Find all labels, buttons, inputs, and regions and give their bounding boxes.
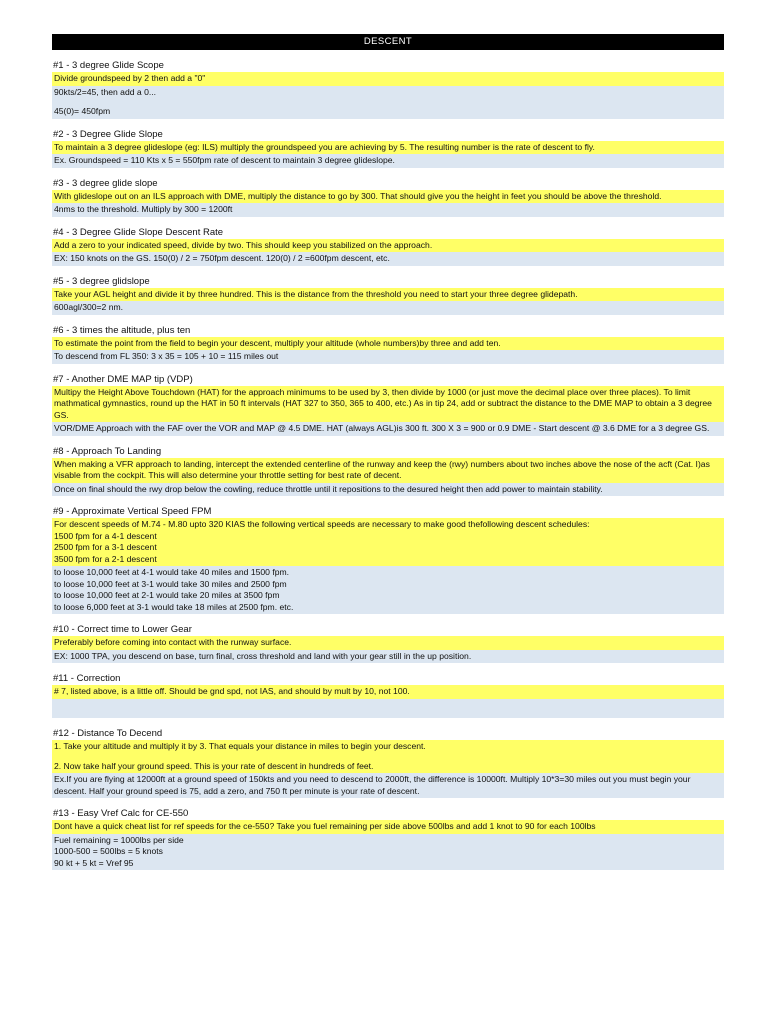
- tip-title: #11 - Correction: [53, 673, 121, 684]
- tip-title: #6 - 3 times the altitude, plus ten: [53, 324, 191, 336]
- tip-example: VOR/DME Approach with the FAF over the VOR and MAP @ 4.5 DME. HAT (always AGL)is 300 ft. 300 X 3 = 900 or 0.9 DME - Start descent @ 3.6 DME for a 3 degree GS.: [52, 422, 724, 436]
- tip-rule: With glideslope out on an ILS approach with DME, multiply the distance to go by 300. That should give you the height in feet you should be above the threshold.: [52, 190, 724, 204]
- tip-item: [52, 727, 724, 798]
- tip-title: #9 - Approximate Vertical Speed FPM: [53, 506, 212, 517]
- tip-item: [52, 623, 724, 663]
- tip-rule: Multipy the Height Above Touchdown (HAT) for the approach minimums to be used by 3, then divide by 1000 (or just move the decimal place over three places). To limit mathmatical gymnastics, round up the HAT in 50 ft intervals (HAT 327 to 350, 365 to 400, etc.) As in tip 24, add or subtract the distance to the DME MAP to obtain a 3 degree GS.: [52, 386, 724, 423]
- tip-item: [52, 445, 724, 497]
- tip-example: EX: 150 knots on the GS. 150(0) / 2 = 750fpm descent. 120(0) / 2 =600fpm descent, etc.: [52, 252, 724, 266]
- tip-title: #8 - Approach To Landing: [53, 445, 162, 457]
- tip-example: Fuel remaining = 1000lbs per side 1000-500 = 500lbs = 5 knots 90 kt + 5 kt = Vref 95: [52, 834, 724, 871]
- tip-rule: Take your AGL height and divide it by three hundred. This is the distance from the threshold you need to start your three degree glidepath.: [52, 288, 724, 302]
- tip-rule: For descent speeds of M.74 - M.80 upto 320 KIAS the following vertical speeds are necessary to make good thefollowing descent schedules: 1500 fpm for a 4-1 descent 2500 fpm for a 3-1 descent 3500 fpm for a 2-1 descent: [52, 518, 724, 566]
- tip-rule: Preferably before coming into contact with the runway surface.: [52, 636, 724, 650]
- tip-example: 90kts/2=45, then add a 0...: [52, 86, 724, 100]
- tip-title: #7 - Another DME MAP tip (VDP): [53, 373, 193, 385]
- tip-example: 45(0)= 450fpm: [52, 105, 724, 119]
- tip-example: [52, 705, 724, 719]
- tip-item: [52, 505, 724, 614]
- tip-example: Once on final should the rwy drop below the cowling, reduce throttle until it repositions to the desured height then add power to maintain stability.: [52, 483, 724, 497]
- tip-rule: Add a zero to your indicated speed, divide by two. This should keep you stabilized on the approach.: [52, 239, 724, 253]
- tip-title: #3 - 3 degree glide slope: [53, 177, 158, 189]
- tip-rule: To estimate the point from the field to begin your descent, multiply your altitude (whole numbers)by three and add ten.: [52, 337, 724, 351]
- tip-rule: # 7, listed above, is a little off. Should be gnd spd, not IAS, and should by mult by 10, not 100.: [52, 685, 724, 699]
- tip-rule: Dont have a quick cheat list for ref speeds for the ce-550? Take you fuel remaining per side above 500lbs and add 1 knot to 90 for each 100lbs: [52, 820, 724, 834]
- tip-rule: 1. Take your altitude and multiply it by 3. That equals your distance in miles to begin your descent.: [52, 740, 724, 754]
- tip-title: #10 - Correct time to Lower Gear: [53, 624, 192, 635]
- tip-item: [52, 373, 724, 436]
- tip-example: Ex.If you are flying at 12000ft at a ground speed of 150kts and you need to descend to 2000ft, the difference is 10000ft. Multiply 10*3=30 miles out you must begin your descent. Half your ground speed is 75, add a zero, and 750 ft per minute is your rate of descent.: [52, 773, 724, 798]
- tip-item: [52, 324, 724, 364]
- tip-item: [52, 672, 724, 718]
- tip-item: [52, 275, 724, 315]
- section-banner: DESCENT: [52, 34, 724, 50]
- tip-example: To descend from FL 350: 3 x 35 = 105 + 10 = 115 miles out: [52, 350, 724, 364]
- tip-example: EX: 1000 TPA, you descend on base, turn final, cross threshold and land with your gear still in the up position.: [52, 650, 724, 664]
- tip-title: #13 - Easy Vref Calc for CE-550: [53, 808, 189, 819]
- tip-rule: Divide groundspeed by 2 then add a "0": [52, 72, 724, 86]
- descent-sheet: [52, 34, 724, 870]
- tip-rule: When making a VFR approach to landing, intercept the extended centerline of the runway and keep the (rwy) numbers about two inches above the nose of the acft (Cat. I)as visable from the cockpit. This will also determine your throttle setting for best rate of decent.: [52, 458, 724, 483]
- tips-list: [52, 59, 724, 870]
- tip-item: [52, 128, 724, 168]
- tip-title: #1 - 3 degree Glide Scope: [53, 60, 164, 71]
- tip-item: [52, 59, 724, 119]
- tip-title: #2 - 3 Degree Glide Slope: [53, 128, 163, 140]
- tip-title: #4 - 3 Degree Glide Slope Descent Rate: [53, 226, 224, 238]
- tip-example: 600agl/300=2 nm.: [52, 301, 724, 315]
- tip-item: [52, 807, 724, 870]
- tip-title: #5 - 3 degree glidslope: [53, 275, 150, 287]
- tip-item: [52, 177, 724, 217]
- tip-example: Ex. Groundspeed = 110 Kts x 5 = 550fpm rate of descent to maintain 3 degree glideslope.: [52, 154, 724, 168]
- tip-example: to loose 10,000 feet at 4-1 would take 40 miles and 1500 fpm. to loose 10,000 feet at 3-1 would take 30 miles and 2500 fpm to loose 10,000 feet at 2-1 would take 20 miles at 3500 fpm to loose 6,000 feet at 3-1 would take 18 miles at 2500 fpm. etc.: [52, 566, 724, 614]
- tip-item: [52, 226, 724, 266]
- tip-title: #12 - Distance To Decend: [53, 728, 163, 739]
- tip-example: 4nms to the threshold. Multiply by 300 = 1200ft: [52, 203, 724, 217]
- tip-rule: 2. Now take half your ground speed. This is your rate of descent in hundreds of feet.: [52, 760, 724, 774]
- tip-rule: To maintain a 3 degree glideslope (eg: ILS) multiply the groundspeed you are achieving by 5. The resulting number is the rate of descent to fly.: [52, 141, 724, 155]
